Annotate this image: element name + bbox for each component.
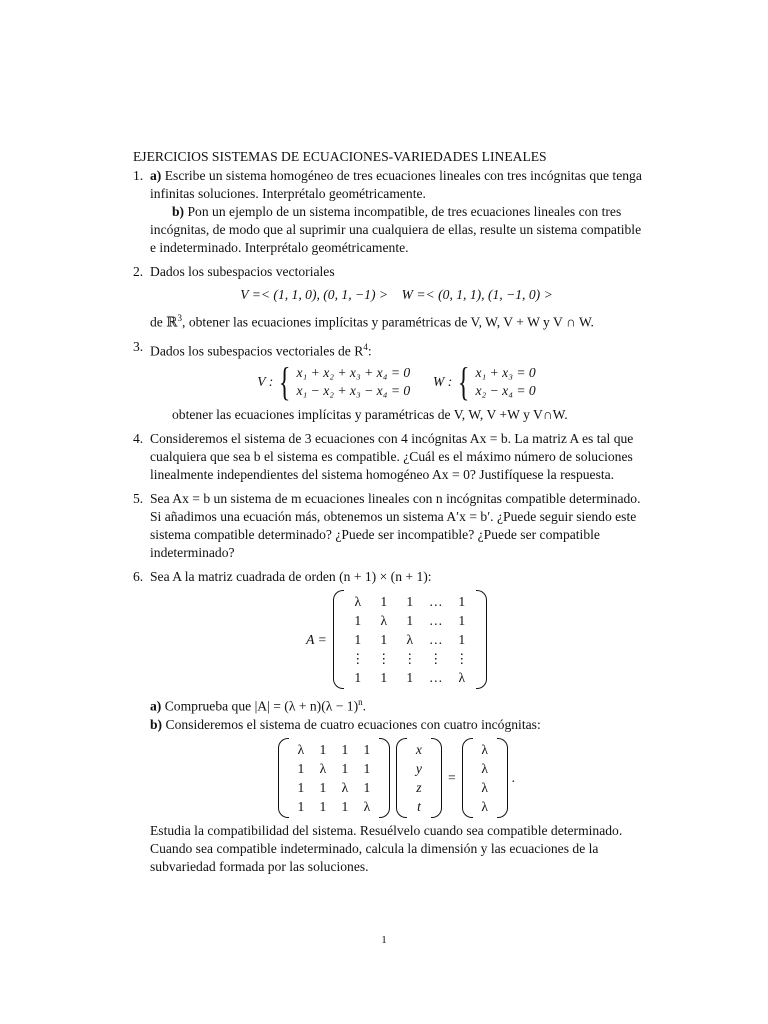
exercise-text: Estudia la compatibilidad del sistema. Resuélvelo cuando sea compatible determinado. Cuando sea compatible indeterminado, calcula la dimensión y las ecuaciones de la subvariedad formada por las soluciones. [150,822,623,874]
matrix-entry: 1 [341,760,349,776]
matrix-entry: x [415,741,422,757]
right-paren [431,738,442,818]
matrix-entry: λ [380,613,388,629]
exercise-intro [150,338,643,361]
matrix-entry: λ [363,798,371,814]
matrix-entry: ⋮ [377,651,391,667]
exercise-number: 1. [133,168,144,183]
matrix-entry: λ [481,760,488,776]
matrix-entry: 1 [297,760,305,776]
matrix-entry: 1 [363,760,371,776]
matrix-a [333,590,487,689]
system-label: V : [257,374,274,390]
matrix-entry: t [417,798,421,814]
matrix-entry: λ [319,760,327,776]
exercise-1b [133,203,643,257]
matrix-entry: z [416,779,422,795]
exercise-number: 5. [133,491,144,507]
exercise-6a [150,693,643,716]
subspace-w: W =< (0, 1, 1), (1, −1, 0) > [401,287,553,302]
rhs-vector [462,738,508,818]
matrix-entry: 1 [458,613,466,629]
matrix-entry: ⋮ [455,651,469,667]
right-paren [476,590,487,689]
vector-grid [473,738,497,818]
matrix-entry: λ [481,798,488,814]
matrix-entry: 1 [458,594,466,610]
system-v [257,359,411,405]
exercise-number: 3. [133,338,144,354]
exercise-1a [150,167,643,203]
exercise-1 [133,167,643,257]
vector-grid [407,738,431,818]
matrix-entry: 1 [319,741,327,757]
matrix-a-display [150,590,643,689]
matrix-entry: 1 [341,741,349,757]
exercise-6 [133,568,643,876]
matrix-entry: 1 [363,779,371,795]
matrix-label: A = [306,631,327,647]
text-post: , obtener las ecuaciones implícitas y paramétricas de V, W, V + W y V ∩ W. [182,314,594,330]
left-paren [396,738,407,818]
exercise-4 [133,430,643,484]
matrix-entry: 1 [319,798,327,814]
matrix-entry: λ [458,670,466,686]
exercise-3 [133,338,643,425]
exercise-text: Consideremos el sistema de 3 ecuaciones con 4 incógnitas Ax = b. La matriz A es tal que cualquiera que sea b el sistema es compatible. ¿Cuál es el máximo número de soluciones linealmente independientes del sistema homogéneo Ax = 0? Justifíquese la respuesta. [150,431,634,483]
superscript: n [358,697,363,708]
matrix-entry: … [429,670,443,686]
subspace-systems [150,359,643,405]
exercise-2 [133,263,643,332]
text-post: . [362,698,367,714]
page-title: EJERCICIOS SISTEMAS DE ECUACIONES-VARIEDADES LINEALES [133,149,547,164]
exercise-number: 6. [133,569,144,585]
exercise-text [150,309,643,332]
matrix-entry: … [429,613,443,629]
exercise-5 [133,490,643,562]
matrix-entry: λ [481,741,488,757]
equation: x₂ − x₄ = 0 [475,383,536,399]
part-label: a) [150,168,162,183]
matrix-entry: λ [406,632,414,648]
page-number: 1 [381,934,387,946]
end-dot: . [511,769,516,785]
coefficient-matrix [278,738,390,818]
matrix-entry: 1 [380,594,388,610]
matrix-entry: 1 [406,613,414,629]
system-equations [475,364,535,400]
matrix-entry: 1 [380,670,388,686]
matrix-entry: … [429,632,443,648]
right-paren [497,738,508,818]
matrix-entry: y [415,760,422,776]
matrix-entry: 1 [406,670,414,686]
left-brace: { [279,359,291,405]
exercise-number: 4. [133,431,144,447]
equals-sign: = [447,769,456,785]
system-label: W : [433,374,453,390]
system-matrix-equation [150,738,643,818]
equation: x₁ + x₃ = 0 [475,365,536,381]
matrix-grid [289,738,379,818]
superscript: 4 [363,341,368,352]
left-brace: { [458,359,470,405]
matrix-entry: 1 [297,798,305,814]
text-pre: Dados los subespacios vectoriales de R [150,343,364,359]
matrix-entry: λ [354,594,362,610]
exercise-6b [150,716,643,734]
matrix-entry: 1 [458,632,466,648]
matrix-entry: 1 [406,594,414,610]
exercise-number: 2. [133,264,144,279]
text-post: : [367,343,372,359]
system-equations [296,364,410,400]
matrix-grid [344,590,476,689]
superscript: 3 [177,313,183,323]
variable-vector [396,738,442,818]
matrix-entry: ⋮ [429,651,443,667]
exercise-text: obtener las ecuaciones implícitas y paramétricas de V, W, V +W y V∩W. [172,407,568,423]
matrix-entry: 1 [380,632,388,648]
matrix-entry: 1 [354,670,362,686]
right-paren [379,738,390,818]
part-label: b) [150,716,163,732]
part-text: Consideremos el sistema de cuatro ecuaciones con cuatro incógnitas: [165,716,541,732]
exercise-list [133,148,643,882]
system-w [433,359,536,405]
matrix-entry: 1 [354,613,362,629]
equation: x₁ + x₂ + x₃ + x₄ = 0 [296,365,411,381]
subspace-definitions [150,286,643,304]
equation: x₁ − x₂ + x₃ − x₄ = 0 [296,383,411,399]
matrix-entry: … [429,594,443,610]
matrix-entry: 1 [297,779,305,795]
left-paren [278,738,289,818]
exercise-intro: Dados los subespacios vectoriales [150,264,335,279]
subspace-v: V =< (1, 1, 0), (0, 1, −1) > [240,287,389,302]
exercise-text: Sea Ax = b un sistema de m ecuaciones lineales con n incógnitas compatible determinado. Si añadimos una ecuación más, obtenemos un sistema A′x = b′. ¿Puede seguir siendo este sistema compatible determinado? ¿Puede ser incompatible? ¿Puede ser compatible indeterminado? [150,491,641,561]
left-paren [333,590,344,689]
matrix-entry: 1 [354,632,362,648]
part-label: b) [172,204,185,219]
left-paren [462,738,473,818]
text-pre: de ℝ [150,314,178,330]
exercise-intro: Sea A la matriz cuadrada de orden (n + 1) × (n + 1): [150,569,432,585]
part-label: a) [150,698,162,714]
matrix-entry: λ [297,741,305,757]
text-pre: Comprueba que |A| = (λ + n)(λ − 1) [164,698,359,714]
matrix-entry: 1 [363,741,371,757]
part-text: Escribe un sistema homogéneo de tres ecuaciones lineales con tres incógnitas que tenga infinitas soluciones. Interprétalo geométricamente. [150,168,642,201]
matrix-entry: ⋮ [403,651,417,667]
matrix-entry: λ [481,779,488,795]
matrix-entry: ⋮ [351,651,365,667]
matrix-entry: 1 [341,798,349,814]
matrix-entry: λ [341,779,349,795]
matrix-entry: 1 [319,779,327,795]
part-text: Pon un ejemplo de un sistema incompatible, de tres ecuaciones lineales con tres incógnitas, de modo que al suprimir una cualquiera de ellas, resulte un sistema compatible e indeterminado. Interprétalo geométricamente. [150,204,642,255]
